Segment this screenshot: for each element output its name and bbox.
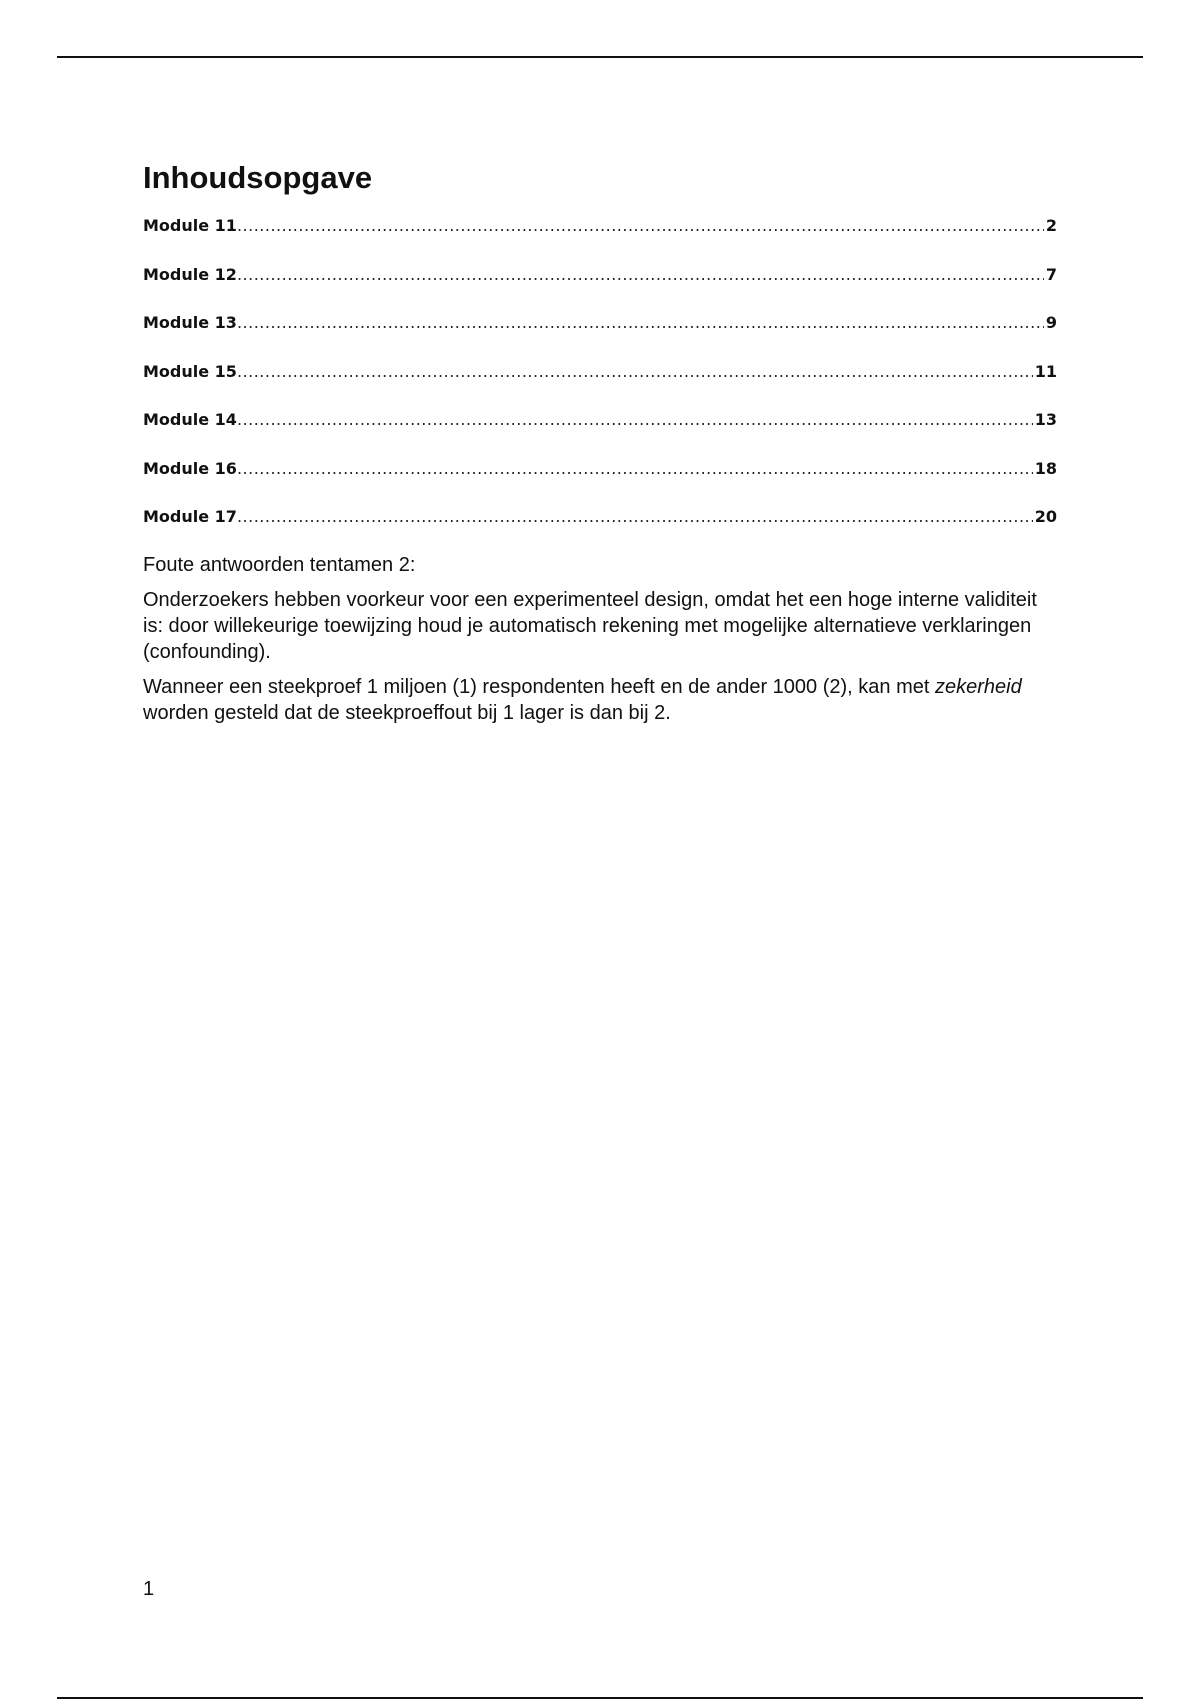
toc-entry-module-16[interactable] xyxy=(143,459,1057,508)
toc-leader-dots xyxy=(237,216,1044,236)
paragraph-emphasis: zekerheid xyxy=(934,675,1022,698)
toc-entry-page: 20 xyxy=(1034,507,1057,526)
toc-entry-page: 7 xyxy=(1045,264,1057,284)
toc-leader-dots xyxy=(237,362,1033,382)
toc-entry-module-17[interactable] xyxy=(143,507,1057,556)
toc-entry-page: 2 xyxy=(1045,216,1057,235)
toc-entry-label: Module 14 xyxy=(143,410,237,429)
toc-entry-label: Module 15 xyxy=(143,361,237,381)
toc-entry-label: Module 16 xyxy=(143,458,237,478)
toc-entry-page: 18 xyxy=(1034,458,1057,478)
toc-entry-label: Module 17 xyxy=(143,507,237,526)
toc-leader-dots xyxy=(237,459,1033,479)
toc-entry-module-11[interactable] xyxy=(143,216,1057,265)
toc-entry-module-12[interactable] xyxy=(143,265,1057,314)
page-number: 1 xyxy=(143,1578,155,1600)
paragraph-text-start: Wanneer een steekproef 1 miljoen (1) respondenten heeft en de ander 1000 (2), kan met xyxy=(143,675,935,698)
toc-title: Inhoudsopgave xyxy=(143,160,373,195)
document-body xyxy=(143,160,1057,735)
paragraph-experimental-design: Onderzoekers hebben voorkeur voor een experimenteel design, omdat het een hoge interne validiteit is: door willekeurige toewijzing houd je automatisch rekening met mogelijke alternatieve verklaringen (confounding). xyxy=(143,588,1037,663)
toc-leader-dots xyxy=(237,507,1033,527)
toc-leader-dots xyxy=(237,410,1033,430)
toc-entry-label: Module 12 xyxy=(143,264,237,284)
toc-entry-page: 11 xyxy=(1034,361,1057,381)
toc-entry-page: 13 xyxy=(1034,410,1057,429)
toc-leader-dots xyxy=(237,313,1044,333)
header-rule xyxy=(57,56,1143,58)
paragraph-text-end: worden gesteld dat de steekproeffout bij 1 lager is dan bij 2. xyxy=(143,701,671,724)
toc-entry-module-13[interactable] xyxy=(143,313,1057,362)
toc-entry-module-14[interactable] xyxy=(143,410,1057,459)
table-of-contents xyxy=(143,216,1057,556)
paragraph-sample-error xyxy=(143,674,1057,726)
toc-leader-dots xyxy=(237,265,1044,285)
toc-entry-module-15[interactable] xyxy=(143,362,1057,411)
footer-rule xyxy=(57,1697,1143,1699)
toc-entry-page: 9 xyxy=(1045,313,1057,332)
toc-entry-label: Module 11 xyxy=(143,216,237,235)
section-heading: Foute antwoorden tentamen 2: xyxy=(143,553,416,576)
toc-entry-label: Module 13 xyxy=(143,313,237,332)
